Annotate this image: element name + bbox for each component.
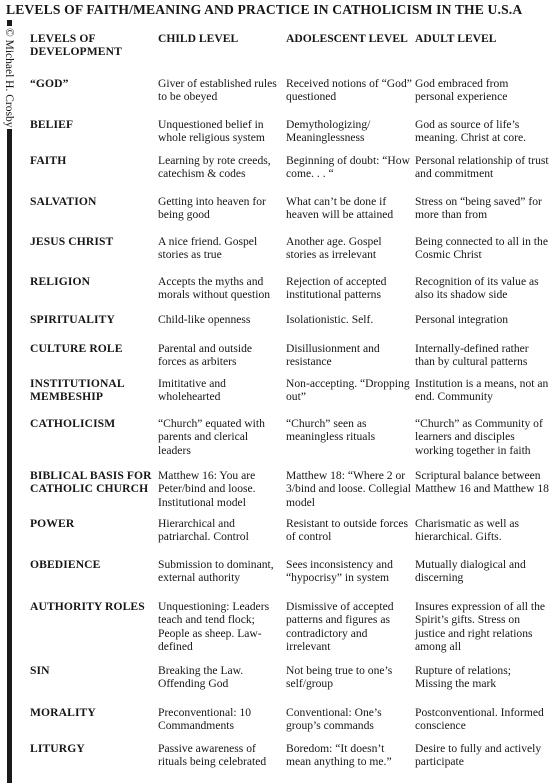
cell-adult: Postconventional. Informed conscience: [415, 706, 544, 733]
cell-topic: POWER: [30, 517, 75, 530]
cell-adolescent: Matthew 18: “Where 2 or 3/bind and loose. Collegial model: [286, 469, 411, 509]
cell-adult: Personal integration: [415, 313, 509, 326]
page-title: LEVELS OF FAITH/MEANING AND PRACTICE IN CATHOLICISM IN THE U.S.A: [6, 2, 523, 17]
cell-adolescent: Conventional: One’s group’s commands: [286, 706, 382, 733]
cell-topic: SALVATION: [30, 195, 97, 208]
cell-adolescent: Another age. Gospel stories as irrelevant: [286, 235, 382, 262]
header-child: CHILD LEVEL: [158, 32, 239, 45]
cell-adolescent: “Church” seen as meaningless rituals: [286, 417, 376, 444]
cell-adult: God embraced from personal experience: [415, 77, 509, 104]
header-levels: LEVELS OF DEVELOPMENT: [30, 32, 122, 59]
cell-child: Breaking the Law. Offending God: [158, 664, 244, 691]
cell-adolescent: Not being true to one’s self/group: [286, 664, 393, 691]
cell-child: Hierarchical and patriarchal. Control: [158, 517, 249, 544]
cell-adolescent: Disillusionment and resistance: [286, 342, 380, 369]
copyright-notice: © Michael H. Crosby: [3, 28, 15, 128]
cell-adult: Mutually dialogical and discerning: [415, 558, 526, 585]
cell-child: Child-like openness: [158, 313, 251, 326]
cell-child: Learning by rote creeds, catechism & codes: [158, 154, 271, 181]
copyright-notice-box: [0, 0, 20, 210]
cell-adult: Rupture of relations; Missing the mark: [415, 664, 511, 691]
cell-child: Unquestioned belief in whole religious system: [158, 118, 265, 145]
cell-topic: AUTHORITY ROLES: [30, 600, 145, 613]
cell-topic: BIBLICAL BASIS FOR CATHOLIC CHURCH: [30, 469, 152, 496]
cell-adult: Insures expression of all the Spirit’s gifts. Stress on justice and right relations among all: [415, 600, 546, 654]
header-adult: ADULT LEVEL: [415, 32, 497, 45]
cell-child: Submission to dominant, external authority: [158, 558, 274, 585]
cell-adolescent: What can’t be done if heaven will be attained: [286, 195, 394, 222]
cell-topic: LITURGY: [30, 742, 85, 755]
cell-adolescent: Received notions of “God” questioned: [286, 77, 412, 104]
header-adolescent: ADOLESCENT LEVEL: [286, 32, 408, 45]
cell-topic: SPIRITUALITY: [30, 313, 115, 326]
cell-adolescent: Boredom: “It doesn’t mean anything to me.”: [286, 742, 392, 769]
cell-topic: FAITH: [30, 154, 67, 167]
cell-adolescent: Beginning of doubt: “How come. . . “: [286, 154, 410, 181]
cell-child: “Church” equated with parents and clerical leaders: [158, 417, 265, 457]
cell-adult: God as source of life’s meaning. Christ at core.: [415, 118, 527, 145]
cell-child: Imititative and wholehearted: [158, 377, 226, 404]
cell-topic: MORALITY: [30, 706, 96, 719]
cell-adult: Recognition of its value as also its shadow side: [415, 275, 539, 302]
cell-adult: Desire to fully and actively participate: [415, 742, 542, 769]
cell-adult: Internally-defined rather than by cultural patterns: [415, 342, 529, 369]
cell-adolescent: Isolationistic. Self.: [286, 313, 374, 326]
cell-topic: SIN: [30, 664, 50, 677]
cell-adolescent: Demythologizing/ Meaninglessness: [286, 118, 371, 145]
cell-topic: “GOD”: [30, 77, 69, 90]
cell-child: Unquestioning: Leaders teach and tend flock; People as sheep. Law-defined: [158, 600, 270, 654]
cell-adolescent: Sees inconsistency and “hypocrisy” in system: [286, 558, 393, 585]
cell-child: Getting into heaven for being good: [158, 195, 266, 222]
cell-topic: CULTURE ROLE: [30, 342, 123, 355]
cell-adult: Scriptural balance between Matthew 16 and Matthew 18: [415, 469, 549, 496]
cell-adult: Stress on “being saved” for more than from: [415, 195, 542, 222]
cell-topic: BELIEF: [30, 118, 74, 131]
cell-adult: “Church” as Community of learners and disciples working together in faith: [415, 417, 543, 457]
cell-adolescent: Rejection of accepted institutional patterns: [286, 275, 387, 302]
cell-adult: Personal relationship of trust and commitment: [415, 154, 549, 181]
cell-child: A nice friend. Gospel stories as true: [158, 235, 258, 262]
cell-topic: RELIGION: [30, 275, 91, 288]
cell-adolescent: Non-accepting. “Dropping out”: [286, 377, 410, 404]
cell-topic: OBEDIENCE: [30, 558, 101, 571]
cell-adult: Institution is a means, not an end. Community: [415, 377, 549, 404]
cell-topic: JESUS CHRIST: [30, 235, 114, 248]
cell-child: Matthew 16: You are Peter/bind and loose. Institutional model: [158, 469, 256, 509]
cell-topic: INSTITUTIONAL MEMBESHIP: [30, 377, 125, 404]
cell-child: Preconventional: 10 Commandments: [158, 706, 252, 733]
cell-adult: Being connected to all in the Cosmic Christ: [415, 235, 548, 262]
cell-child: Parental and outside forces as arbiters: [158, 342, 253, 369]
cell-child: Accepts the myths and morals without question: [158, 275, 271, 302]
cell-adolescent: Dismissive of accepted patterns and figures as contradictory and irrelevant: [286, 600, 394, 654]
cell-adult: Charismatic as well as hierarchical. Gifts.: [415, 517, 519, 544]
cell-topic: CATHOLICISM: [30, 417, 116, 430]
cell-child: Passive awareness of rituals being celebrated: [158, 742, 267, 769]
cell-adolescent: Resistant to outside forces of control: [286, 517, 409, 544]
cell-child: Giver of established rules to be obeyed: [158, 77, 277, 104]
